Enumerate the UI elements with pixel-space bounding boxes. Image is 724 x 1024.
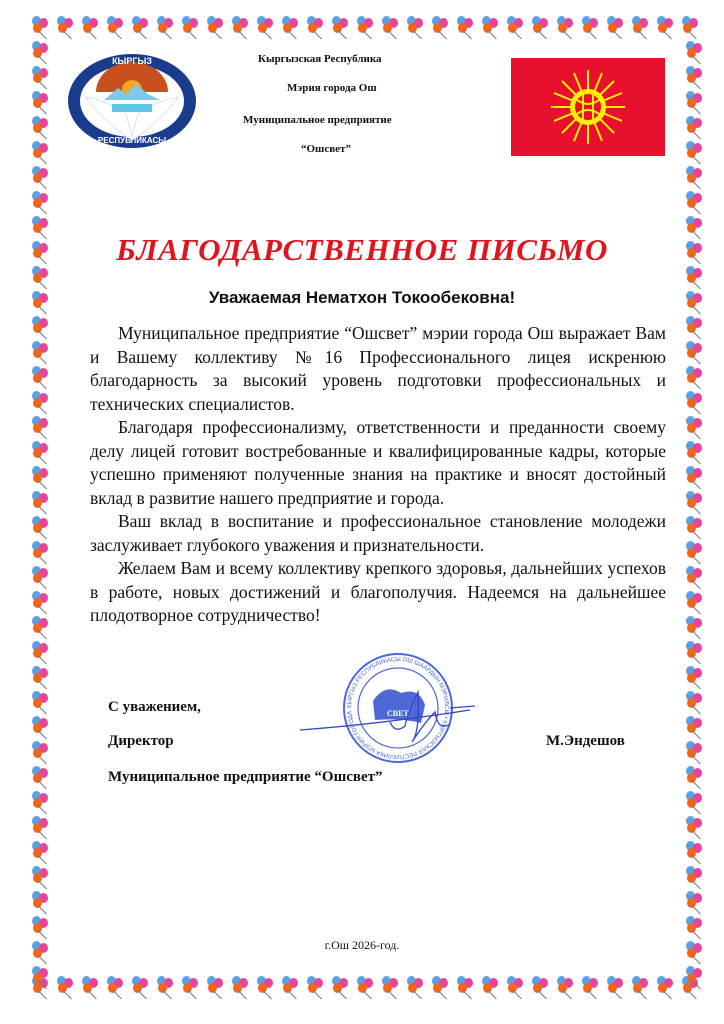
balloon-icon bbox=[32, 766, 54, 788]
header-enterprise: Муниципальное предприятие bbox=[243, 114, 392, 126]
signer-position: Директор bbox=[108, 732, 174, 749]
balloon-icon bbox=[282, 976, 304, 998]
balloon-icon bbox=[32, 916, 54, 938]
balloon-icon bbox=[32, 466, 54, 488]
balloon-icon bbox=[32, 441, 54, 463]
signer-name: М.Эндешов bbox=[546, 732, 625, 749]
balloon-icon bbox=[32, 391, 54, 413]
balloon-icon bbox=[32, 341, 54, 363]
balloon-icon bbox=[32, 116, 54, 138]
balloon-icon bbox=[686, 566, 708, 588]
balloon-icon bbox=[686, 966, 708, 988]
emblem-bottom-text: РЕСПУБЛИКАСЫ bbox=[97, 136, 167, 145]
balloon-icon bbox=[686, 816, 708, 838]
greeting: Уважаемая Нематхон Токообековна! bbox=[208, 288, 516, 307]
balloon-icon bbox=[686, 791, 708, 813]
header-country: Кыргызская Республика bbox=[258, 53, 382, 65]
balloon-icon bbox=[132, 16, 154, 38]
balloon-icon bbox=[482, 976, 504, 998]
balloon-icon bbox=[32, 891, 54, 913]
balloon-icon bbox=[32, 91, 54, 113]
signer-organization: Муниципальное предприятие “Ошсвет” bbox=[108, 768, 383, 785]
balloon-icon bbox=[332, 976, 354, 998]
balloon-icon bbox=[32, 566, 54, 588]
header-mayoralty: Мэрия города Ош bbox=[287, 82, 377, 94]
balloon-icon bbox=[232, 976, 254, 998]
balloon-icon bbox=[686, 416, 708, 438]
balloon-icon bbox=[507, 16, 529, 38]
balloon-icon bbox=[32, 66, 54, 88]
balloon-icon bbox=[157, 976, 179, 998]
balloon-icon bbox=[32, 816, 54, 838]
balloon-icon bbox=[557, 976, 579, 998]
balloon-icon bbox=[32, 791, 54, 813]
balloon-icon bbox=[582, 976, 604, 998]
balloon-icon bbox=[32, 666, 54, 688]
balloon-icon bbox=[257, 976, 279, 998]
balloon-icon bbox=[686, 316, 708, 338]
paragraph: Желаем Вам и всему коллективу крепкого здоровья, дальнейших успехов в работе, новых достижений и благополучия. Надеемся на дальнейшее плодотворное сотрудничество! bbox=[90, 558, 666, 625]
balloon-icon bbox=[32, 366, 54, 388]
letter-main bbox=[90, 322, 666, 788]
balloon-icon bbox=[232, 16, 254, 38]
balloon-icon bbox=[686, 441, 708, 463]
balloon-icon bbox=[532, 976, 554, 998]
balloon-icon bbox=[32, 41, 54, 63]
balloon-icon bbox=[686, 516, 708, 538]
balloon-icon bbox=[32, 966, 54, 988]
balloon-icon bbox=[32, 491, 54, 513]
balloon-icon bbox=[32, 166, 54, 188]
balloon-icon bbox=[686, 866, 708, 888]
balloon-icon bbox=[686, 166, 708, 188]
balloon-icon bbox=[82, 16, 104, 38]
balloon-icon bbox=[132, 976, 154, 998]
balloon-icon bbox=[32, 616, 54, 638]
balloon-icon bbox=[507, 976, 529, 998]
balloon-icon bbox=[686, 91, 708, 113]
balloon-icon bbox=[686, 66, 708, 88]
balloon-icon bbox=[686, 116, 708, 138]
signature-scribble bbox=[300, 682, 490, 752]
footer-place-date: г.Ош 2026-год. bbox=[324, 938, 400, 952]
balloon-icon bbox=[357, 976, 379, 998]
regards: С уважением, bbox=[108, 698, 201, 715]
balloon-icon bbox=[686, 691, 708, 713]
letter-body bbox=[90, 322, 666, 628]
balloon-icon bbox=[32, 316, 54, 338]
balloon-icon bbox=[607, 976, 629, 998]
balloon-icon bbox=[686, 366, 708, 388]
balloon-icon bbox=[686, 716, 708, 738]
balloon-icon bbox=[32, 16, 54, 38]
emblem-top-text: КЫРГЫЗ bbox=[112, 56, 152, 66]
balloon-icon bbox=[686, 616, 708, 638]
balloon-icon bbox=[282, 16, 304, 38]
balloon-icon bbox=[686, 466, 708, 488]
balloon-icon bbox=[32, 641, 54, 663]
balloon-icon bbox=[407, 16, 429, 38]
balloon-icon bbox=[107, 16, 129, 38]
balloon-icon bbox=[32, 866, 54, 888]
balloon-icon bbox=[382, 976, 404, 998]
balloon-icon bbox=[32, 541, 54, 563]
balloon-icon bbox=[657, 976, 679, 998]
balloon-icon bbox=[482, 16, 504, 38]
balloon-icon bbox=[382, 16, 404, 38]
balloon-icon bbox=[57, 16, 79, 38]
balloon-icon bbox=[686, 141, 708, 163]
balloon-icon bbox=[357, 16, 379, 38]
balloon-icon bbox=[686, 491, 708, 513]
balloon-icon bbox=[182, 16, 204, 38]
balloon-icon bbox=[686, 391, 708, 413]
balloon-icon bbox=[632, 16, 654, 38]
balloon-icon bbox=[432, 16, 454, 38]
balloon-icon bbox=[332, 16, 354, 38]
balloon-icon bbox=[686, 891, 708, 913]
balloon-icon bbox=[686, 741, 708, 763]
balloon-icon bbox=[207, 976, 229, 998]
header-enterprise-name: “Ошсвет” bbox=[301, 143, 351, 155]
balloon-icon bbox=[686, 41, 708, 63]
signature-block bbox=[108, 656, 666, 788]
balloon-icon bbox=[457, 16, 479, 38]
balloon-icon bbox=[686, 191, 708, 213]
balloon-icon bbox=[32, 716, 54, 738]
balloon-icon bbox=[207, 16, 229, 38]
balloon-icon bbox=[32, 591, 54, 613]
balloon-icon bbox=[686, 841, 708, 863]
balloon-icon bbox=[82, 976, 104, 998]
stamp-logo-text: СВЕТ bbox=[387, 708, 409, 718]
kyrgyz-flag bbox=[511, 58, 665, 156]
balloon-icon bbox=[686, 641, 708, 663]
balloon-icon bbox=[582, 16, 604, 38]
paragraph: Благодаря профессионализму, ответственности и преданности своему делу лицей готовит востребованные и квалифицированные кадры, которые успешно применяют полученные знания на практике и вносят достойный вклад в развитие нашего предприятие и города. bbox=[90, 417, 666, 508]
balloon-icon bbox=[32, 266, 54, 288]
balloon-icon bbox=[107, 976, 129, 998]
balloon-icon bbox=[32, 841, 54, 863]
balloon-icon bbox=[657, 16, 679, 38]
balloon-icon bbox=[32, 516, 54, 538]
balloon-icon bbox=[686, 541, 708, 563]
balloon-icon bbox=[557, 16, 579, 38]
state-emblem bbox=[66, 52, 198, 150]
balloon-icon bbox=[682, 16, 704, 38]
balloon-icon bbox=[532, 16, 554, 38]
balloon-icon bbox=[686, 266, 708, 288]
letter-title: БЛАГОДАРСТВЕННОЕ ПИСЬМО bbox=[116, 232, 608, 267]
balloon-icon bbox=[686, 591, 708, 613]
balloon-icon bbox=[32, 741, 54, 763]
balloon-icon bbox=[686, 666, 708, 688]
balloon-icon bbox=[632, 976, 654, 998]
stamp-ring-text: КЫРГЫЗ РЕСПУБЛИКАСЫ ОШ ШААРДЫН МЭРИЯСЫ • КЫРГЫЗСКАЯ РЕСПУБЛИКА МЭРИЯ ГОРОДА bbox=[346, 656, 450, 759]
balloon-icon bbox=[432, 976, 454, 998]
balloon-icon bbox=[157, 16, 179, 38]
balloon-icon bbox=[307, 976, 329, 998]
balloon-icon bbox=[257, 16, 279, 38]
balloon-icon bbox=[57, 976, 79, 998]
paragraph: Ваш вклад в воспитание и профессиональное становление молодежи заслуживает глубокого уважения и признательности. bbox=[90, 511, 666, 555]
balloon-icon bbox=[607, 16, 629, 38]
balloon-icon bbox=[407, 976, 429, 998]
balloon-icon bbox=[32, 416, 54, 438]
balloon-icon bbox=[32, 141, 54, 163]
balloon-icon bbox=[457, 976, 479, 998]
balloon-icon bbox=[32, 691, 54, 713]
balloon-icon bbox=[182, 976, 204, 998]
balloon-icon bbox=[307, 16, 329, 38]
balloon-icon bbox=[686, 341, 708, 363]
paragraph: Муниципальное предприятие “Ошсвет” мэрии города Ош выражает Вам и Вашему коллективу №16 Профессионального лицея искренюю благодарность за высокий уровень подготовки профессиональных и технических специалистов. bbox=[90, 323, 666, 414]
balloon-icon bbox=[686, 766, 708, 788]
balloon-icon bbox=[32, 191, 54, 213]
balloon-icon bbox=[686, 916, 708, 938]
